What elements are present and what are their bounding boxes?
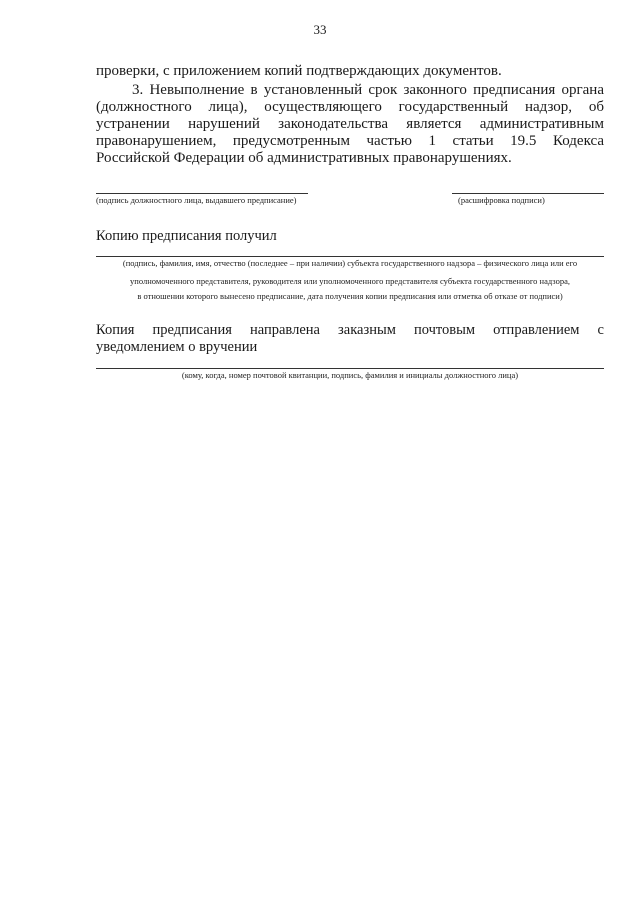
signature-caption: (подпись должностного лица, выдавшего предписание) — [96, 195, 297, 205]
copy-received-caption-1: (подпись, фамилия, имя, отчество (последнее – при наличии) субъекта государственного надзора – физического лица или его — [122, 258, 578, 268]
copy-sent-text: Копия предписания направлена заказным почтовым отправлением с уведомлением о вручении — [96, 322, 604, 355]
copy-received-caption-3: в отношении которого вынесено предписание, дата получения копии предписания или отметка об отказе от подписи) — [137, 291, 563, 301]
signature-line — [96, 193, 308, 194]
copy-sent-caption: (кому, когда, номер почтовой квитанции, подпись, фамилия и инициалы должностного лица) — [181, 370, 519, 380]
copy-received-line — [96, 256, 604, 257]
copy-sent-line — [96, 368, 604, 369]
copy-received-caption-2: уполномоченного представителя, руководителя или уполномоченного представителя субъекта государственного надзора, — [130, 276, 570, 286]
page-number: 33 — [313, 22, 327, 37]
paragraph-3: 3. Невыполнение в установленный срок законного предписания органа (должностного лица), осуществляющего государственный надзор, об устранении нарушений законодательства является административным правонарушением, предусмотренным частью 1 статьи 19.5 Кодекса Российской Федерации об административных правонарушениях. — [96, 82, 604, 166]
signature-decode-caption: (расшифровка подписи) — [458, 195, 545, 205]
signature-decode-line — [452, 193, 604, 194]
copy-received-label: Копию предписания получил — [96, 228, 277, 244]
paragraph-continuation: проверки, с приложением копий подтверждающих документов. — [96, 63, 502, 79]
